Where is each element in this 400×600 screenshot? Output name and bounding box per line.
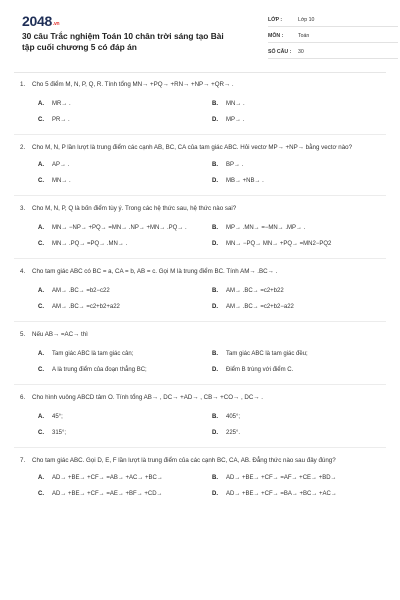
option-text: MN→ .PQ→ =PQ→ .MN→ . [52, 241, 128, 247]
question-3 [14, 196, 386, 252]
answer-option-d[interactable] [212, 486, 386, 502]
answer-option-d[interactable] [212, 362, 386, 378]
option-text: Tam giác ABC là tam giác cân; [52, 351, 134, 357]
question-2 [14, 135, 386, 189]
answer-option-c[interactable] [38, 236, 212, 252]
question-number: 6. [20, 394, 26, 401]
option-letter: C. [38, 178, 44, 184]
question-number: 3. [20, 205, 26, 212]
option-letter: C. [38, 430, 44, 436]
question-number: 7. [20, 457, 26, 464]
option-letter: B. [212, 101, 218, 107]
option-text: AD→ +BE→ +CF→ =AB→ +AC→ +BC→ [52, 475, 163, 481]
option-text: AD→ +BE→ +CF→ =BA→ +BC→ +AC→ [226, 491, 337, 497]
question-4 [14, 259, 386, 315]
question-number: 4. [20, 268, 26, 275]
answer-option-d[interactable] [212, 173, 386, 189]
option-text: Tam giác ABC là tam giác đều; [226, 351, 308, 357]
question-text: Nếu AB→ =AC→ thì [32, 331, 88, 338]
answer-option-a[interactable] [38, 346, 212, 362]
option-text: 45°; [52, 414, 63, 420]
answer-option-d[interactable] [212, 299, 386, 315]
option-letter: D. [212, 241, 218, 247]
option-text: Điểm B trùng với điểm C. [226, 367, 294, 373]
option-letter: A. [38, 414, 44, 420]
option-letter: A. [38, 288, 44, 294]
answer-options [38, 96, 386, 128]
option-text: A là trung điểm của đoạn thẳng BC; [52, 367, 147, 373]
answer-option-a[interactable] [38, 283, 212, 299]
question-7 [14, 448, 386, 502]
option-letter: B. [212, 475, 218, 481]
answer-option-c[interactable] [38, 362, 212, 378]
question-text: Cho hình vuông ABCD tâm O. Tính tổng AB→ , DC→ +AD→ , CB→ +CO→ , DC→ . [32, 394, 263, 401]
option-text: BP→ . [226, 162, 244, 168]
meta-value: Lớp 10 [298, 16, 315, 23]
answer-option-d[interactable] [212, 112, 386, 128]
question-text: Cho 5 điểm M, N, P, Q, R. Tính tổng MN→ +PQ→ +RN→ +NP→ +QR→ . [32, 81, 234, 88]
option-letter: A. [38, 101, 44, 107]
option-letter: D. [212, 491, 218, 497]
answer-options [38, 470, 386, 502]
document-header [14, 0, 386, 73]
answer-option-a[interactable] [38, 96, 212, 112]
question-number: 1. [20, 81, 26, 88]
meta-value: 30 [298, 48, 304, 55]
logo-text: 2048 [22, 13, 52, 29]
question-number: 2. [20, 144, 26, 151]
site-logo[interactable] [22, 13, 59, 29]
answer-options [38, 157, 386, 189]
option-text: MN→ −PQ→ MN→ +PQ→ =MN2−PQ2 [226, 241, 332, 247]
option-letter: C. [38, 117, 44, 123]
answer-options [38, 346, 386, 378]
option-letter: C. [38, 491, 44, 497]
option-letter: A. [38, 475, 44, 481]
option-text: AD→ +BE→ +CF→ =AF→ +CE→ +BD→ [226, 475, 337, 481]
option-letter: B. [212, 225, 218, 231]
option-text: MN→ −NP→ +PQ→ =MN→ .NP→ +MN→ .PQ→ . [52, 225, 187, 231]
answer-option-b[interactable] [212, 283, 386, 299]
option-letter: D. [212, 367, 218, 373]
answer-option-c[interactable] [38, 173, 212, 189]
answer-options [38, 283, 386, 315]
answer-options [38, 220, 386, 252]
option-text: MB→ +NB→ . [226, 178, 264, 184]
question-number: 5. [20, 331, 26, 338]
meta-label: MÔN : [268, 32, 284, 39]
question-1 [14, 76, 386, 128]
option-letter: A. [38, 351, 44, 357]
option-letter: A. [38, 162, 44, 168]
option-letter: D. [212, 430, 218, 436]
answer-option-a[interactable] [38, 470, 212, 486]
option-letter: B. [212, 414, 218, 420]
option-text: AM→ .BC→ =b2−c22 [52, 288, 110, 294]
answer-option-b[interactable] [212, 470, 386, 486]
option-text: MP→ .MN→ =−MN→ .MP→ . [226, 225, 306, 231]
answer-option-c[interactable] [38, 486, 212, 502]
option-text: PR→ . [52, 117, 70, 123]
option-letter: C. [38, 241, 44, 247]
option-text: AM→ .BC→ =c2+b2+a22 [52, 304, 120, 310]
answer-option-a[interactable] [38, 157, 212, 173]
question-text: Cho tam giác ABC có BC = a, CA = b, AB = c. Gọi M là trung điểm BC. Tính AM→ .BC→ . [32, 268, 278, 275]
option-text: 315°; [52, 430, 67, 436]
meta-row-class [268, 13, 398, 27]
logo-suffix: .vn [52, 21, 60, 27]
question-5 [14, 322, 386, 378]
answer-option-b[interactable] [212, 157, 386, 173]
meta-label: SỐ CÂU : [268, 48, 292, 55]
meta-row-count [268, 45, 398, 59]
document-meta [268, 13, 398, 61]
answer-option-b[interactable] [212, 409, 386, 425]
option-text: MN→ . [226, 101, 245, 107]
option-letter: D. [212, 117, 218, 123]
answer-option-a[interactable] [38, 409, 212, 425]
answer-option-b[interactable] [212, 346, 386, 362]
option-text: AP→ . [52, 162, 70, 168]
option-text: MR→ . [52, 101, 71, 107]
option-text: 225°. [226, 430, 241, 436]
answer-option-c[interactable] [38, 299, 212, 315]
question-text: Cho M, N, P, Q là bốn điểm tùy ý. Trong các hệ thức sau, hệ thức nào sai? [32, 205, 237, 212]
answer-option-d[interactable] [212, 236, 386, 252]
option-letter: B. [212, 288, 218, 294]
option-letter: D. [212, 178, 218, 184]
answer-option-c[interactable] [38, 425, 212, 441]
answer-option-d[interactable] [212, 425, 386, 441]
option-letter: C. [38, 367, 44, 373]
document-title: 30 câu Trắc nghiệm Toán 10 chân trời sáng tạo Bài tập cuối chương 5 có đáp án [22, 31, 224, 52]
answer-option-c[interactable] [38, 112, 212, 128]
answer-option-b[interactable] [212, 220, 386, 236]
option-text: AM→ .BC→ =c2+b22 [226, 288, 284, 294]
option-letter: A. [38, 225, 44, 231]
answer-option-b[interactable] [212, 96, 386, 112]
answer-options [38, 409, 386, 441]
option-text: AD→ +BE→ +CF→ =AE→ +BF→ +CD→ [52, 491, 163, 497]
option-text: MP→ . [226, 117, 245, 123]
option-letter: C. [38, 304, 44, 310]
option-text: 405°; [226, 414, 241, 420]
meta-label: LỚP : [268, 16, 283, 23]
answer-option-a[interactable] [38, 220, 212, 236]
meta-value: Toán [298, 32, 310, 39]
option-text: AM→ .BC→ =c2+b2−a22 [226, 304, 294, 310]
option-text: MN→ . [52, 178, 71, 184]
option-letter: B. [212, 162, 218, 168]
question-6 [14, 385, 386, 441]
question-text: Cho tam giác ABC. Gọi D, E, F lần lượt là trung điểm của các cạnh BC, CA, AB. Đẳng thức nào sau đây đúng? [32, 457, 336, 464]
option-letter: D. [212, 304, 218, 310]
option-letter: B. [212, 351, 218, 357]
question-list [14, 76, 386, 502]
question-text: Cho M, N, P lần lượt là trung điểm các cạnh AB, BC, CA của tam giác ABC. Hỏi vectơ MP→ +NP→ bằng vectơ nào? [32, 144, 353, 151]
meta-row-subject [268, 29, 398, 43]
